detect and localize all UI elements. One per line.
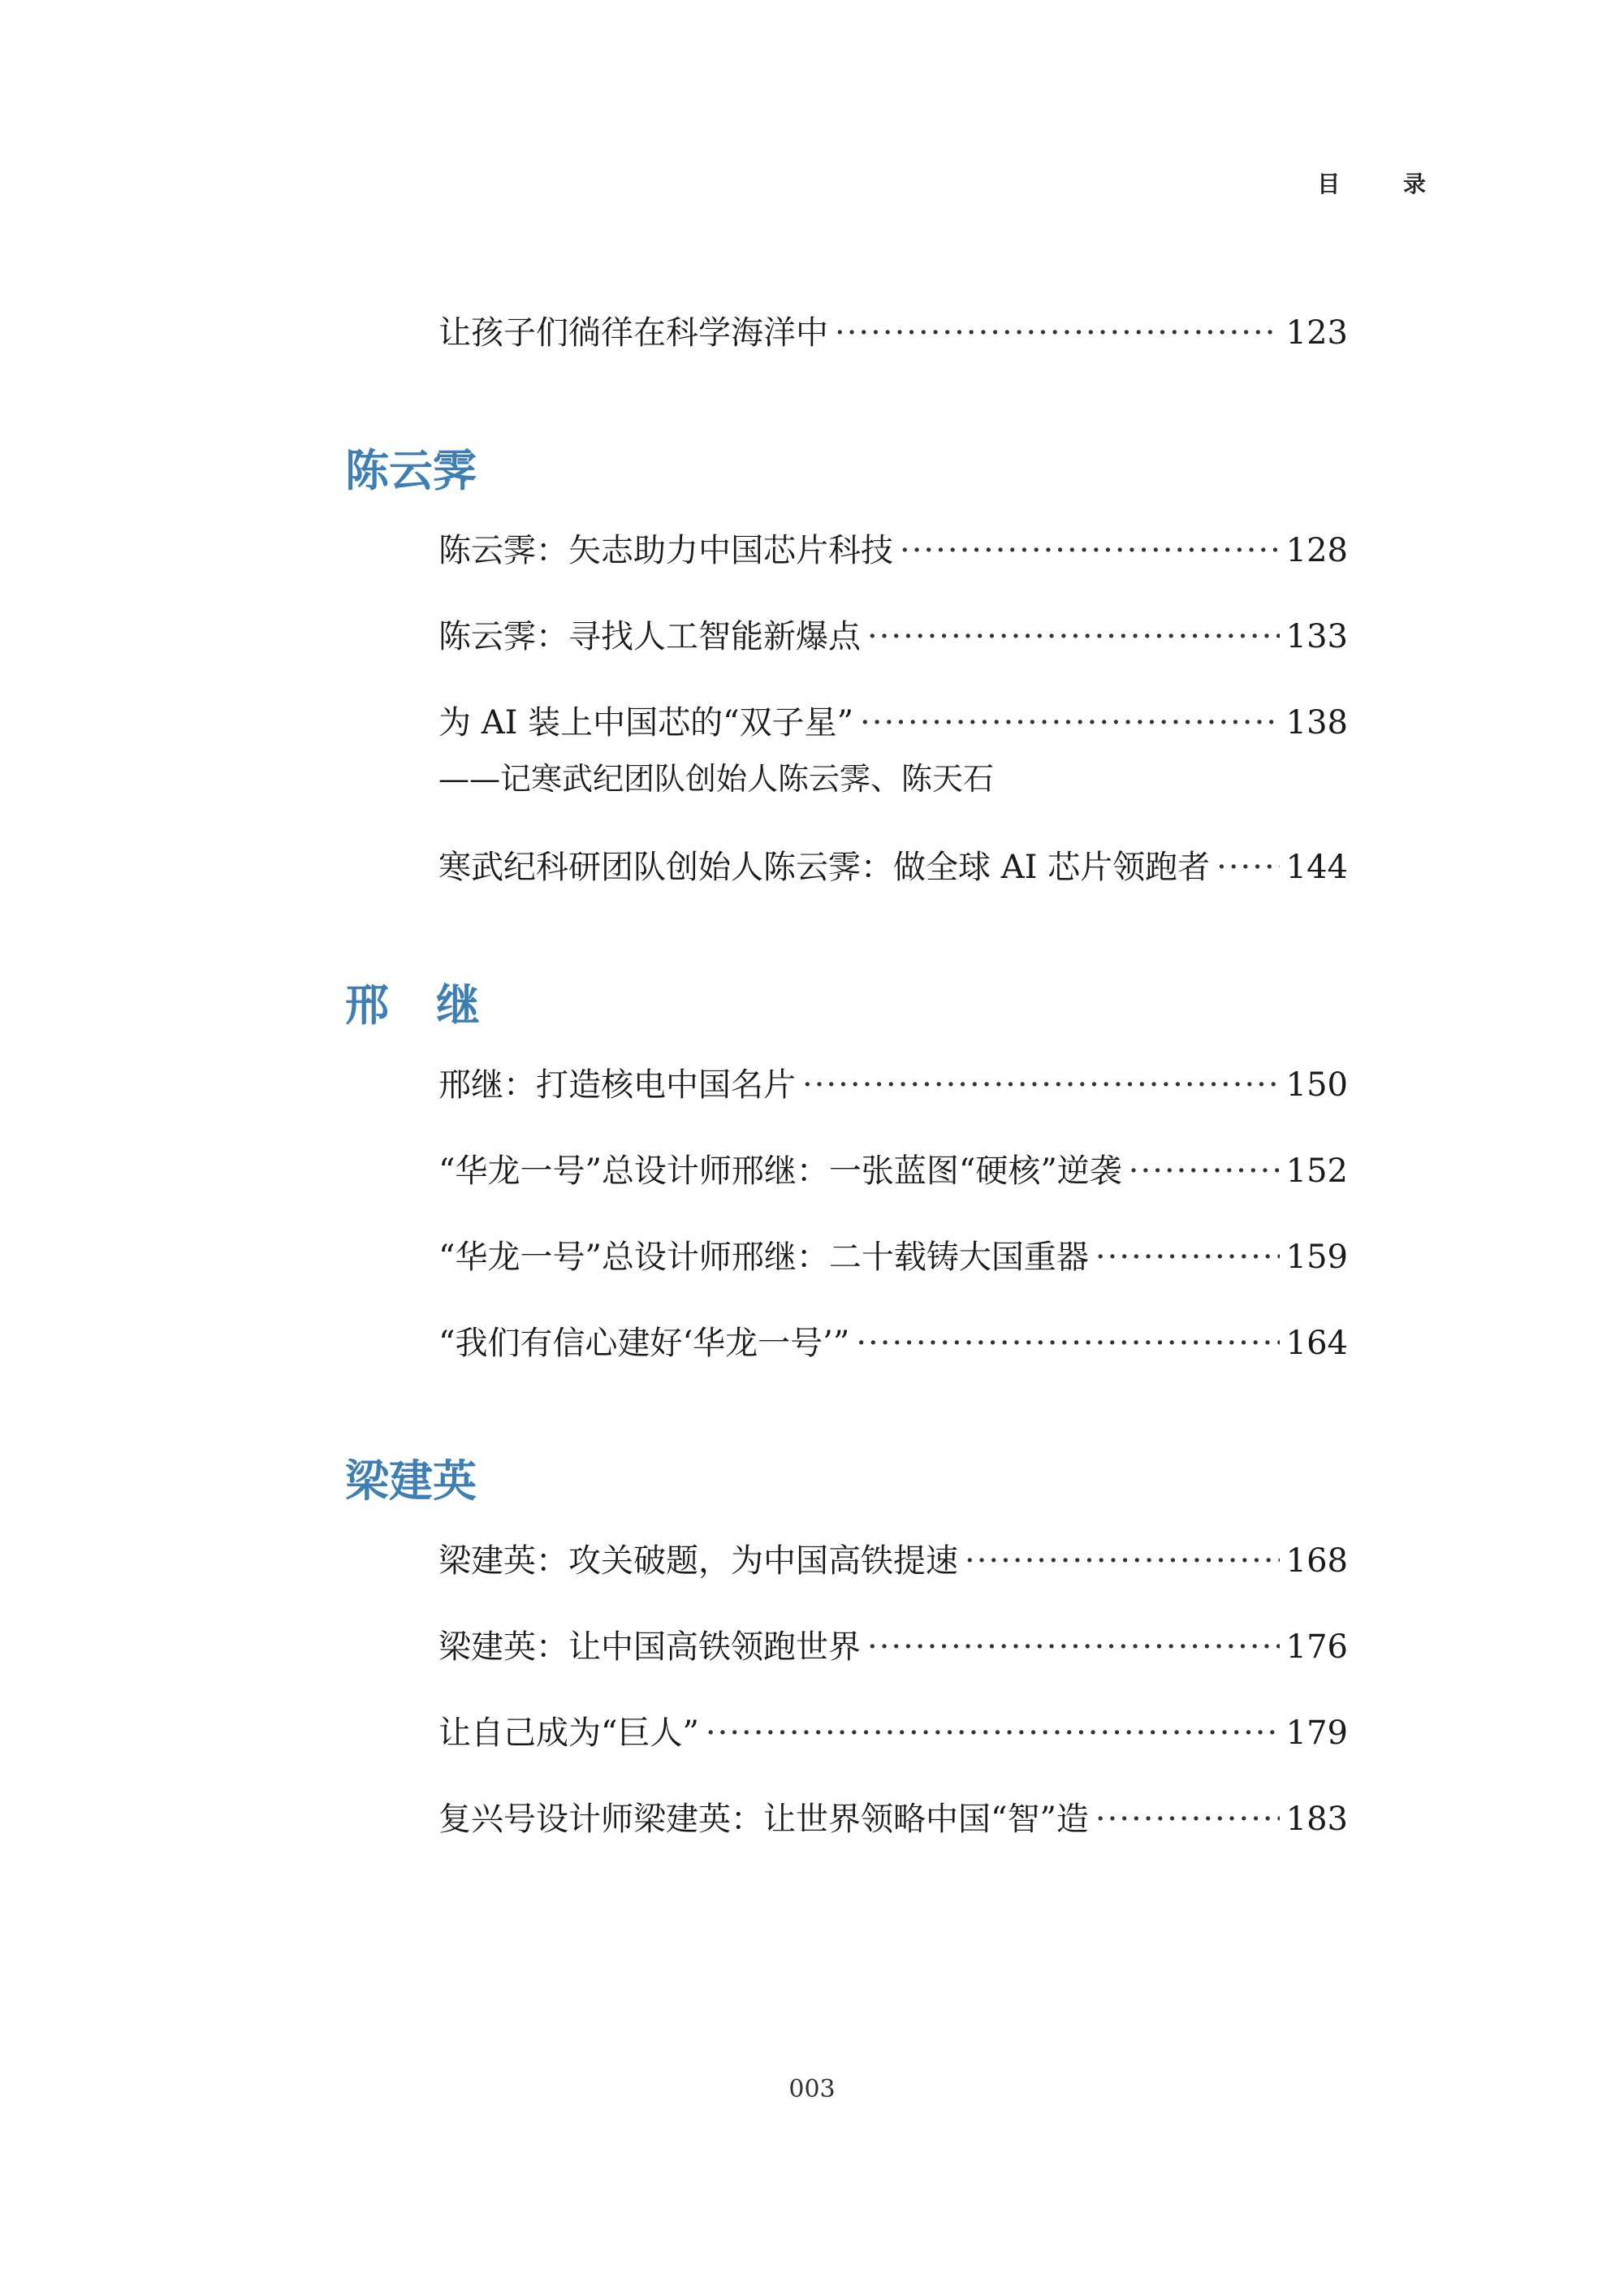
toc-entry-title: 为 AI 装上中国芯的“双子星”: [438, 704, 854, 742]
toc-entry[interactable]: [438, 313, 1348, 352]
toc-entry-page: 128: [1285, 532, 1348, 569]
leader-dots: [867, 1628, 1280, 1667]
toc-entry-title: 让孩子们徜徉在科学海洋中: [438, 314, 828, 352]
toc-entry-subtitle: ——记寒武纪团队创始人陈云霁、陈天石: [438, 761, 995, 797]
leader-dots: [860, 703, 1280, 742]
toc-entry[interactable]: [438, 1800, 1348, 1839]
toc-entry-page: 150: [1285, 1066, 1348, 1104]
toc-entry-page: 176: [1285, 1628, 1348, 1666]
toc-entry-title: 陈云霁：矢志助力中国芯片科技: [438, 532, 893, 569]
toc-entry-title: 陈云霁：寻找人工智能新爆点: [438, 618, 861, 655]
toc-entry-page: 123: [1285, 314, 1348, 352]
section-heading: 梁建英: [345, 1455, 477, 1507]
toc-entry[interactable]: [438, 617, 1348, 656]
toc-entry-page: 164: [1285, 1325, 1348, 1362]
toc-entry-page: 144: [1285, 849, 1348, 886]
toc-entry-title: 寒武纪科研团队创始人陈云霁：做全球 AI 芯片领跑者: [438, 849, 1211, 886]
toc-entry-title: “华龙一号”总设计师邢继：一张蓝图“硬核”逆袭: [438, 1152, 1122, 1190]
leader-dots: [835, 313, 1280, 352]
leader-dots: [802, 1066, 1280, 1105]
toc-entry[interactable]: [438, 1714, 1348, 1753]
leader-dots: [965, 1541, 1280, 1580]
leader-dots: [867, 617, 1280, 656]
toc-entry-page: 159: [1285, 1239, 1348, 1276]
toc-entry-title: 让自己成为“巨人”: [438, 1714, 699, 1752]
leader-dots: [706, 1714, 1280, 1753]
toc-entry[interactable]: [438, 848, 1348, 887]
toc-entry-page: 168: [1285, 1542, 1348, 1580]
toc-entry[interactable]: [438, 1541, 1348, 1580]
toc-entry-title: 邢继：打造核电中国名片: [438, 1066, 796, 1104]
section-heading: 陈云霁: [345, 445, 477, 496]
toc-entry-title: “我们有信心建好‘华龙一号’”: [438, 1325, 850, 1362]
toc-entry-page: 179: [1285, 1714, 1348, 1752]
leader-dots: [1129, 1152, 1280, 1191]
leader-dots: [1095, 1800, 1280, 1839]
leader-dots: [1216, 848, 1280, 887]
leader-dots: [900, 531, 1280, 570]
toc-entry[interactable]: [438, 1066, 1348, 1105]
toc-entry-page: 183: [1285, 1801, 1348, 1838]
toc-entry[interactable]: [438, 1628, 1348, 1667]
section-heading: 邢继: [345, 979, 527, 1031]
page-number: 003: [788, 2075, 836, 2104]
running-header: 目 录: [1317, 171, 1453, 197]
toc-entry[interactable]: [438, 1152, 1348, 1191]
leader-dots: [1095, 1238, 1280, 1277]
toc-entry-title: 梁建英：攻关破题，为中国高铁提速: [438, 1542, 958, 1580]
leader-dots: [856, 1324, 1279, 1363]
toc-entry-page: 152: [1285, 1152, 1348, 1190]
toc-entry[interactable]: [438, 1238, 1348, 1277]
toc-entry-title: “华龙一号”总设计师邢继：二十载铸大国重器: [438, 1239, 1089, 1276]
toc-entry-title: 复兴号设计师梁建英：让世界领略中国“智”造: [438, 1801, 1089, 1838]
toc-entry[interactable]: [438, 531, 1348, 570]
toc-entry-title: 梁建英：让中国高铁领跑世界: [438, 1628, 861, 1666]
toc-entry[interactable]: [438, 703, 1348, 742]
toc-entry-page: 138: [1285, 704, 1348, 742]
toc-entry-page: 133: [1285, 618, 1348, 655]
toc-entry[interactable]: [438, 1324, 1348, 1363]
